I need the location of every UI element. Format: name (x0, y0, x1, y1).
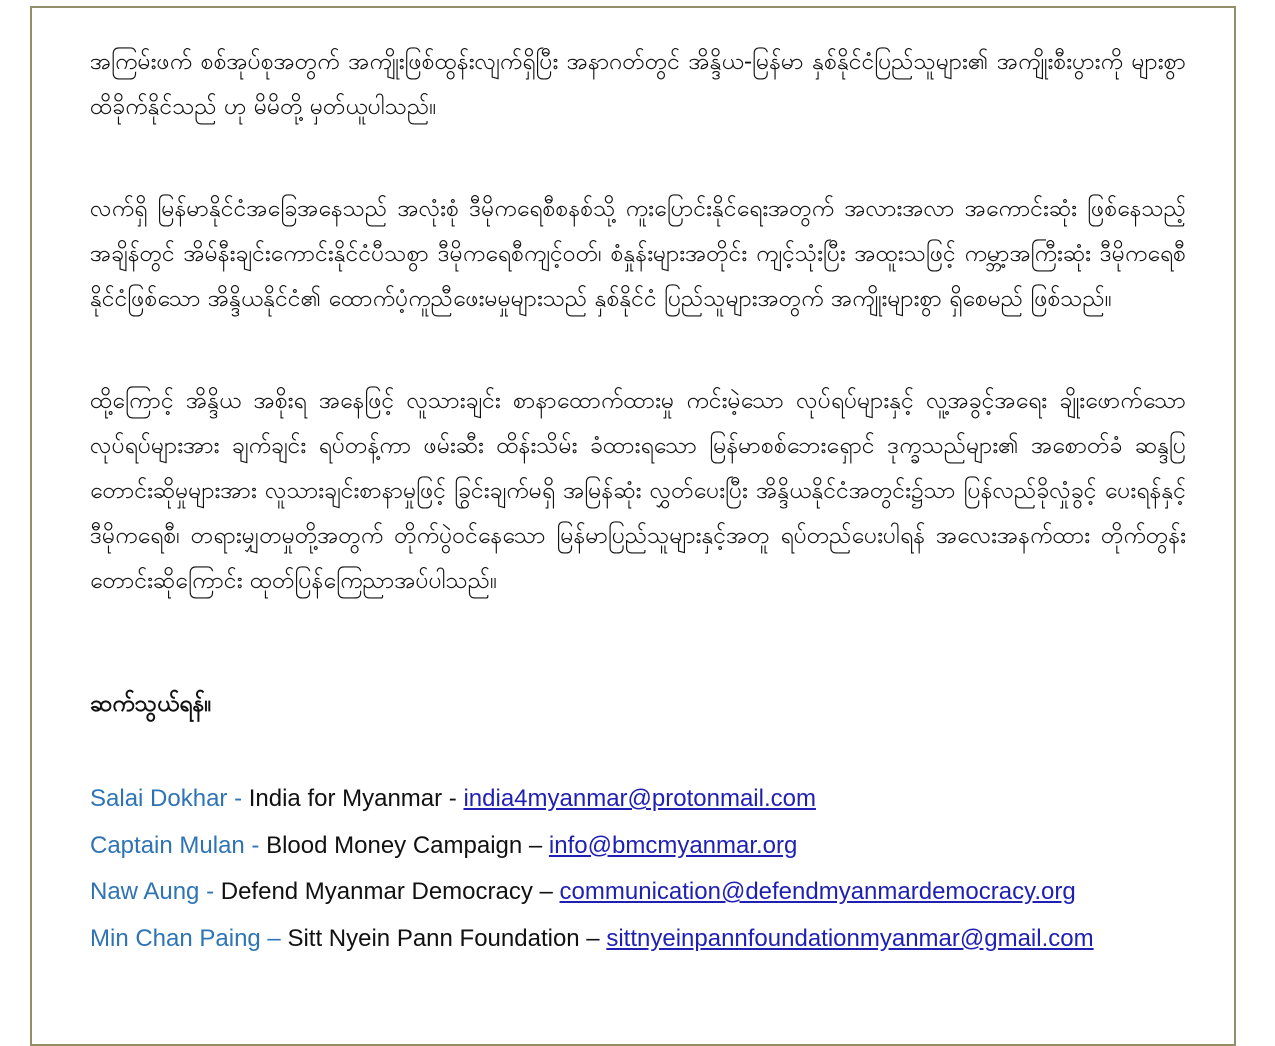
contact-row-salai-dokhar (90, 776, 1186, 823)
email-link[interactable]: india4myanmar@protonmail.com (463, 785, 816, 812)
contact-org: Blood Money Campaign – (259, 831, 549, 859)
contact-org: Sitt Nyein Pann Foundation – (280, 924, 607, 952)
contact-org: Defend Myanmar Democracy – (214, 878, 560, 905)
email-link[interactable]: communication@defendmyanmardemocracy.org (559, 878, 1076, 905)
paragraph-2: လက်ရှိ မြန်မာနိုင်ငံအခြေအနေသည် အလုံးစုံ ဒီမိုကရေစီစနစ်သို့ ကူးပြောင်းနိုင်ရေးအတွက် အလားအလာ အကောင်းဆုံး ဖြစ်နေသည့်အချိန်တွင် အိမ်နီးချင်းကောင်းနိုင်ငံပီသစွာ ဒီမိုကရေစီကျင့်ဝတ်၊ စံနှုန်းများအတိုင်း ကျင့်သုံးပြီး အထူးသဖြင့် ကမ္ဘာ့အကြီးဆုံး ဒီမိုကရေစီနိုင်ငံဖြစ်သော အိန္ဒိယနိုင်ငံ၏ ထောက်ပံ့ကူညီဖေးမမှုများသည် နှစ်နိုင်ငံ ပြည်သူများအတွက် အကျိုးများစွာ ရှိစေမည် ဖြစ်သည်။ (90, 196, 1186, 312)
contact-heading: ဆက်သွယ်ရန်။ (90, 691, 212, 717)
contact-org: India for Myanmar - (242, 785, 464, 812)
paragraph-3: ထို့ကြောင့် အိန္ဒိယ အစိုးရ အနေဖြင့် လူသားချင်း စာနာထောက်ထားမှု ကင်းမဲ့သော လုပ်ရပ်များနှင့် လူ့အခွင့်အရေး ချိုးဖောက်သော လုပ်ရပ်များအား ချက်ချင်း ရပ်တန့်ကာ ဖမ်းဆီး ထိန်းသိမ်း ခံထားရသော မြန်မာစစ်ဘေးရှောင် ဒုက္ခသည်များ၏ အစောတ်ခံ ဆန္ဒပြ တောင်းဆိုမှုများအား လူသားချင်းစာနာမှုဖြင့် ခြွင်းချက်မရှိ အမြန်ဆုံး လွှတ်ပေးပြီး အိန္ဒိယနိုင်ငံအတွင်း၌သာ ပြန်လည်ခိုလှုံခွင့် ပေးရန်နှင့် ဒီမိုကရေစီ၊ တရားမျှတမှုတို့အတွက် တိုက်ပွဲဝင်နေသော မြန်မာပြည်သူများနှင့်အတူ ရပ်တည်ပေးပါရန် အလေးအနက်ထား တိုက်တွန်း တောင်းဆိုကြောင်း ထုတ်ပြန်ကြေညာအပ်ပါသည်။ (90, 388, 1186, 594)
contact-name: Min Chan Paing – (90, 924, 281, 952)
paragraph-1: အကြမ်းဖက် စစ်အုပ်စုအတွက် အကျိုးဖြစ်ထွန်းလျက်ရှိပြီး အနာဂတ်တွင် အိန္ဒိယ-မြန်မာ နှစ်နိုင်ငံပြည်သူများ၏ အကျိုးစီးပွားကို များစွာ ထိခိုက်နိုင်သည် ဟု မိမိတို့ မှတ်ယူပါသည်။ (90, 49, 1186, 120)
contact-row-naw-aung (90, 869, 1186, 916)
email-link[interactable]: sittnyeinpannfoundationmyanmar@gmail.com (606, 924, 1094, 952)
contact-row-captain-mulan (90, 823, 1186, 870)
email-link[interactable]: info@bmcmyanmar.org (548, 831, 798, 859)
contact-name: Captain Mulan - (90, 831, 260, 859)
contact-name: Naw Aung - (90, 878, 215, 905)
contact-list (90, 776, 1186, 962)
document-body (90, 40, 1186, 962)
contact-row-min-chan-paing (90, 916, 1186, 963)
contact-name: Salai Dokhar - (90, 785, 243, 812)
